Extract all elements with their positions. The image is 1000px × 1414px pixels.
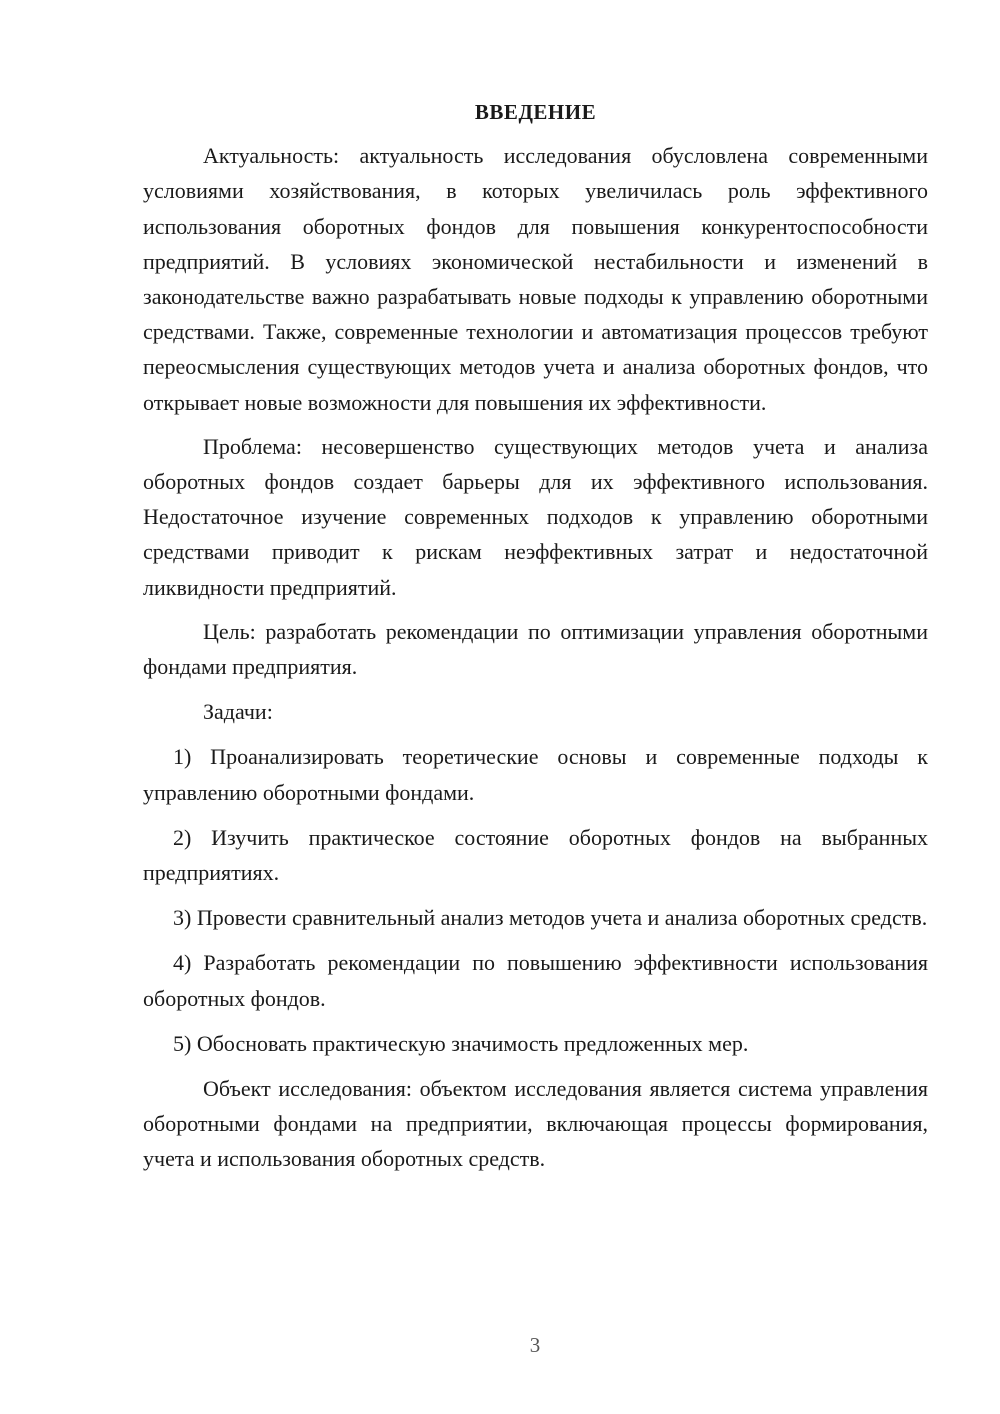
problem-paragraph: Проблема: несовершенство существующих методов учета и анализа оборотных фондов создает барьеры для их эффективного использования. Недостаточное изучение современных подходов к управлению оборотными средствами приводит к рискам неэффективных затрат и недостаточной ликвидности предприятий. <box>143 433 928 600</box>
page-content <box>143 95 928 1177</box>
list-item: 3) Провести сравнительный анализ методов учета и анализа оборотных средств. <box>173 905 928 931</box>
tasks-heading: Задачи: <box>203 699 273 725</box>
goal-paragraph: Цель: разработать рекомендации по оптимизации управления оборотными фондами предприятия. <box>143 618 928 680</box>
list-item: 1) Проанализировать теоретические основы и современные подходы к управлению оборотными фондами. <box>143 744 928 805</box>
list-item: 2) Изучить практическое состояние оборотных фондов на выбранных предприятиях. <box>143 824 928 886</box>
object-paragraph: Объект исследования: объектом исследования является система управления оборотными фондами на предприятии, включающая процессы формирования, учета и использования оборотных средств. <box>143 1076 928 1172</box>
page-title: ВВЕДЕНИЕ <box>474 100 597 124</box>
list-item: 5) Обосновать практическую значимость предложенных мер. <box>173 1030 749 1056</box>
list-item: 4) Разработать рекомендации по повышению эффективности использования оборотных фондов. <box>143 950 928 1011</box>
tasks-list <box>143 739 928 1061</box>
page-number: 3 <box>529 1333 541 1357</box>
relevance-paragraph: Актуальность: актуальность исследования обусловлена современными условиями хозяйствования, в которых увеличилась роль эффективного использования оборотных фондов для повышения конкурентоспособности предприятий. В условиях экономической нестабильности и изменений в законодательстве важно разрабатывать новые подходы к управлению оборотными средствами. Также, современные технологии и автоматизация процессов требуют переосмысления существующих методов учета и анализа оборотных фондов, что открывает новые возможности для повышения их эффективности. <box>143 143 928 415</box>
